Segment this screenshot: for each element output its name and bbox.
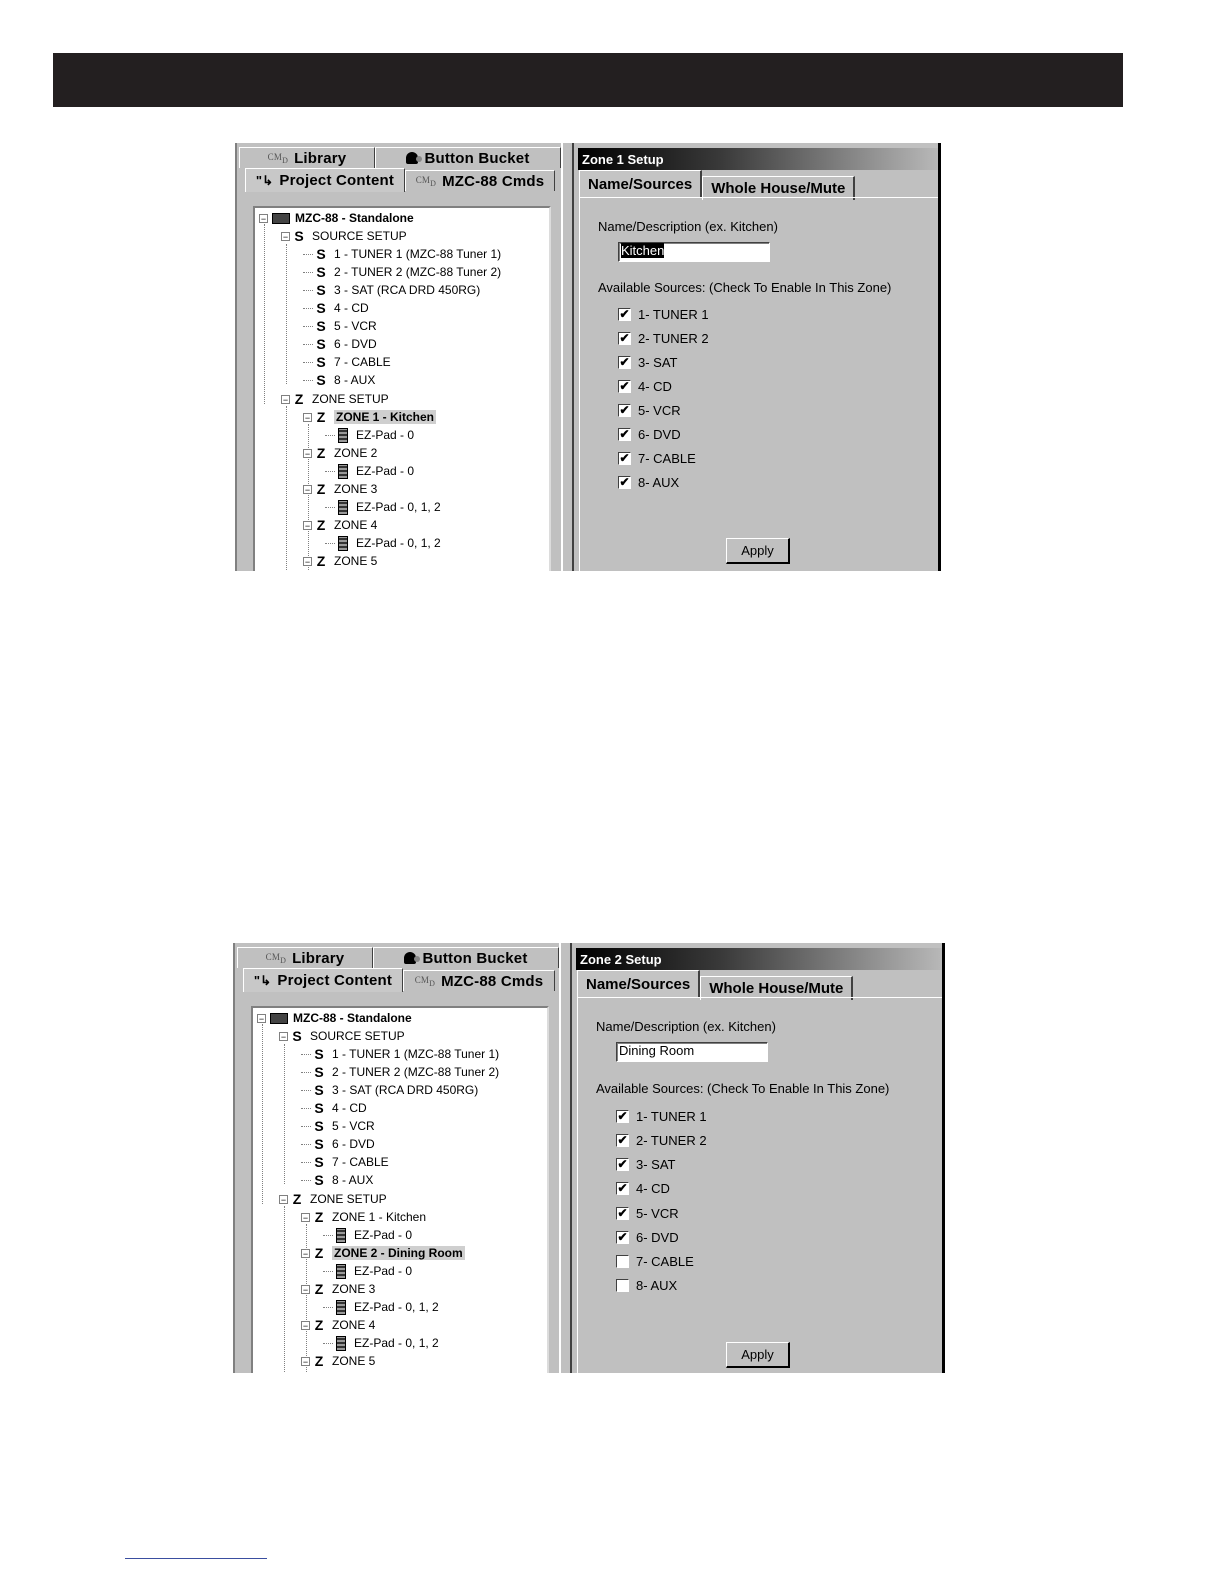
zone-setup-title: Zone 2 Setup (576, 948, 942, 970)
zone-setup-panel (576, 143, 941, 571)
tree-source-setup[interactable]: − S SOURCE SETUP (282, 228, 407, 244)
keypad-icon (338, 464, 348, 479)
name-description-label: Name/Description (ex. Kitchen) (598, 219, 778, 234)
tree-zone-item[interactable]: − Z ZONE 5 (304, 553, 378, 569)
tab-library-label: Library (292, 949, 345, 967)
name-sources-page (579, 197, 938, 571)
tab-mzc88-cmds[interactable] (403, 970, 555, 991)
tree-source-item[interactable]: S 2 - TUNER 2 (MZC-88 Tuner 2) (303, 263, 501, 281)
tree-zone-setup[interactable]: − Z ZONE SETUP (282, 391, 389, 407)
tab-mzc88-cmds-label: MZC-88 Cmds (442, 172, 545, 190)
source-checkbox-row[interactable]: ✔ 2- TUNER 2 (619, 330, 709, 346)
tab-button-bucket-label: Button Bucket (424, 149, 530, 167)
source-checkbox-row[interactable]: ✔ 2- TUNER 2 (617, 1132, 707, 1148)
tree-pad-item[interactable]: EZ-Pad - 0 (325, 426, 414, 444)
name-description-input[interactable]: Kitchen (618, 242, 770, 262)
tree-root[interactable]: − MZC-88 - Standalone (258, 1011, 412, 1025)
source-checkbox-row[interactable]: ✔ 8- AUX (619, 474, 680, 490)
zone-setup-tabs (579, 172, 855, 200)
bucket-icon (404, 952, 416, 964)
keypad-icon (338, 428, 348, 443)
tree-source-item[interactable]: S 5 - VCR (301, 1117, 375, 1135)
apply-button[interactable]: Apply (726, 538, 790, 564)
checkbox[interactable]: ✔ (617, 1206, 628, 1220)
checkbox[interactable]: ✔ (617, 1157, 628, 1171)
tree-zone-item[interactable]: − Z ZONE 4 (304, 517, 378, 533)
cmd-icon: $CM_D$ (265, 951, 287, 965)
name-sources-page (577, 997, 942, 1373)
tree-zone-item[interactable]: − Z ZONE 4 (302, 1317, 376, 1333)
panel-splitter[interactable] (559, 943, 574, 1373)
tab-library[interactable] (239, 147, 375, 168)
tree-pad-item[interactable]: EZ-Pad - 0 (325, 462, 414, 480)
checkbox[interactable]: ✔ (617, 1133, 628, 1147)
source-checkbox-row[interactable]: ✔ 3- SAT (617, 1156, 676, 1172)
project-tree[interactable] (251, 1006, 549, 1373)
available-sources-label: Available Sources: (Check To Enable In This Zone) (598, 280, 892, 295)
checkbox[interactable] (616, 1279, 629, 1292)
tree-source-item[interactable]: S 7 - CABLE (303, 353, 391, 371)
tree-source-setup[interactable]: − S SOURCE SETUP (280, 1028, 405, 1044)
tab-project-content-label: Project Content (277, 972, 393, 989)
tree-pad-item[interactable]: EZ-Pad - 0, 1, 2 (323, 1334, 439, 1352)
apply-button[interactable]: Apply (726, 1342, 790, 1368)
project-tree-icon: "↳ (255, 172, 274, 188)
keypad-icon (338, 536, 348, 551)
tree-zone-item[interactable]: − Z ZONE 1 - Kitchen (304, 409, 435, 425)
tree-pad-item[interactable]: EZ-Pad - 0, 1, 2 (323, 1298, 439, 1316)
tree-root[interactable]: − MZC-88 - Standalone (260, 211, 414, 225)
source-checkbox-row[interactable]: ✔ 1- TUNER 1 (619, 306, 709, 322)
checkbox[interactable]: ✔ (619, 355, 630, 369)
tree-zone-item[interactable]: − Z ZONE 2 - Dining Room (302, 1245, 463, 1261)
tab-button-bucket[interactable] (375, 147, 561, 168)
checkbox[interactable]: ✔ (617, 1109, 628, 1123)
source-checkbox-row[interactable]: ✔ 6- DVD (617, 1229, 679, 1245)
bucket-icon (406, 152, 418, 164)
tree-zone-item[interactable]: − Z ZONE 3 (304, 481, 378, 497)
tree-source-item[interactable]: S 4 - CD (301, 1099, 367, 1117)
source-checkbox-row[interactable]: ✔ 4- CD (619, 378, 672, 394)
zone-setup-panel (574, 943, 945, 1373)
source-checkbox-row[interactable]: ✔ 6- DVD (619, 426, 681, 442)
zone-setup-title: Zone 1 Setup (578, 148, 938, 170)
tree-source-item[interactable]: S 5 - VCR (303, 317, 377, 335)
tree-source-item[interactable]: S 1 - TUNER 1 (MZC-88 Tuner 1) (303, 245, 501, 263)
tab-project-content[interactable] (243, 968, 403, 992)
available-sources-label: Available Sources: (Check To Enable In This Zone) (596, 1081, 890, 1096)
left-panel (233, 943, 561, 1373)
tab-button-bucket[interactable] (373, 947, 559, 968)
tab-button-bucket-label: Button Bucket (422, 949, 528, 967)
source-checkbox-row[interactable]: ✔ 3- SAT (619, 354, 678, 370)
zone2-setup-screenshot (233, 943, 945, 1373)
tab-mzc88-cmds[interactable] (405, 170, 555, 191)
left-tab-row-2 (245, 170, 555, 192)
tree-zone-item[interactable]: − Z ZONE 5 (302, 1353, 376, 1369)
source-checkbox-row[interactable]: ✔ 5- VCR (617, 1205, 679, 1221)
checkbox[interactable]: ✔ (619, 427, 630, 441)
tree-zone-item[interactable]: − Z ZONE 2 (304, 445, 378, 461)
checkbox[interactable]: ✔ (619, 331, 630, 345)
project-tree-icon: "↳ (253, 972, 272, 988)
source-checkbox-row[interactable]: ✔ 4- CD (617, 1180, 670, 1196)
device-icon (270, 1013, 288, 1024)
tree-source-item[interactable]: S 6 - DVD (303, 335, 377, 353)
checkbox[interactable]: ✔ (619, 307, 630, 321)
tree-source-item[interactable]: S 2 - TUNER 2 (MZC-88 Tuner 2) (301, 1063, 499, 1081)
tree-source-item[interactable]: S 1 - TUNER 1 (MZC-88 Tuner 1) (301, 1045, 499, 1063)
tab-name-sources[interactable]: Name/Sources (579, 170, 702, 197)
tree-source-item[interactable]: S 6 - DVD (301, 1135, 375, 1153)
source-checkbox-row[interactable]: ✔ 7- CABLE (619, 450, 696, 466)
tab-whole-house-mute[interactable]: Whole House/Mute (700, 976, 853, 1000)
tree-zone-item[interactable]: − Z ZONE 1 - Kitchen (302, 1209, 427, 1225)
tab-library-label: Library (294, 149, 347, 167)
checkbox[interactable]: ✔ (619, 379, 630, 393)
tree-source-item[interactable]: S 3 - SAT (RCA DRD 450RG) (301, 1081, 478, 1099)
tab-library[interactable] (237, 947, 373, 968)
page-header-bar (53, 53, 1123, 107)
tree-pad-item[interactable]: EZ-Pad - 0, 1, 2 (325, 534, 441, 552)
left-tab-row-1 (239, 147, 561, 169)
source-checkbox-row[interactable]: 8- AUX (616, 1276, 677, 1294)
tree-source-item[interactable]: S 8 - AUX (303, 371, 375, 389)
source-checkbox-row[interactable]: ✔ 5- VCR (619, 402, 681, 418)
checkbox[interactable] (616, 1255, 629, 1268)
footer-rule (125, 1558, 267, 1559)
checkbox[interactable]: ✔ (619, 475, 630, 489)
source-checkbox-row[interactable]: 7- CABLE (616, 1252, 694, 1270)
cmd-icon: $CM_D$ (414, 974, 436, 988)
project-tree[interactable] (253, 206, 551, 571)
tree-source-item[interactable]: S 4 - CD (303, 299, 369, 317)
keypad-icon (338, 500, 348, 515)
checkbox[interactable]: ✔ (619, 451, 630, 465)
checkbox[interactable]: ✔ (619, 403, 630, 417)
keypad-icon (336, 1228, 346, 1243)
left-tab-row-1 (237, 947, 559, 969)
zone-setup-tabs (577, 972, 853, 1000)
device-icon (272, 213, 290, 224)
left-panel (235, 143, 563, 571)
tab-project-content[interactable] (245, 168, 405, 192)
tree-zone-setup[interactable]: − Z ZONE SETUP (280, 1191, 387, 1207)
tree-source-item[interactable]: S 3 - SAT (RCA DRD 450RG) (303, 281, 480, 299)
tree-zone-item[interactable]: − Z ZONE 3 (302, 1281, 376, 1297)
name-description-label: Name/Description (ex. Kitchen) (596, 1019, 776, 1034)
tab-project-content-label: Project Content (279, 172, 395, 189)
tree-pad-item[interactable]: EZ-Pad - 0 (323, 1262, 412, 1280)
cmd-icon: $CM_D$ (415, 174, 437, 188)
checkbox[interactable]: ✔ (617, 1230, 628, 1244)
tab-mzc88-cmds-label: MZC-88 Cmds (441, 972, 544, 990)
left-tab-row-2 (243, 970, 555, 992)
cmd-icon: $CM_D$ (267, 151, 289, 165)
source-checkbox-row[interactable]: ✔ 1- TUNER 1 (617, 1108, 707, 1124)
tree-source-item[interactable]: S 7 - CABLE (301, 1153, 389, 1171)
panel-splitter[interactable] (561, 143, 576, 571)
tab-whole-house-mute[interactable]: Whole House/Mute (702, 176, 855, 200)
zone1-setup-screenshot (235, 143, 941, 571)
keypad-icon (336, 1264, 346, 1279)
checkbox[interactable]: ✔ (617, 1181, 628, 1195)
tree-pad-item[interactable]: EZ-Pad - 0 (323, 1226, 412, 1244)
tab-name-sources[interactable]: Name/Sources (577, 970, 700, 997)
tree-source-item[interactable]: S 8 - AUX (301, 1171, 373, 1189)
name-description-input[interactable]: Dining Room (616, 1042, 768, 1062)
keypad-icon (336, 1336, 346, 1351)
tree-pad-item[interactable]: EZ-Pad - 0, 1, 2 (325, 498, 441, 516)
keypad-icon (336, 1300, 346, 1315)
